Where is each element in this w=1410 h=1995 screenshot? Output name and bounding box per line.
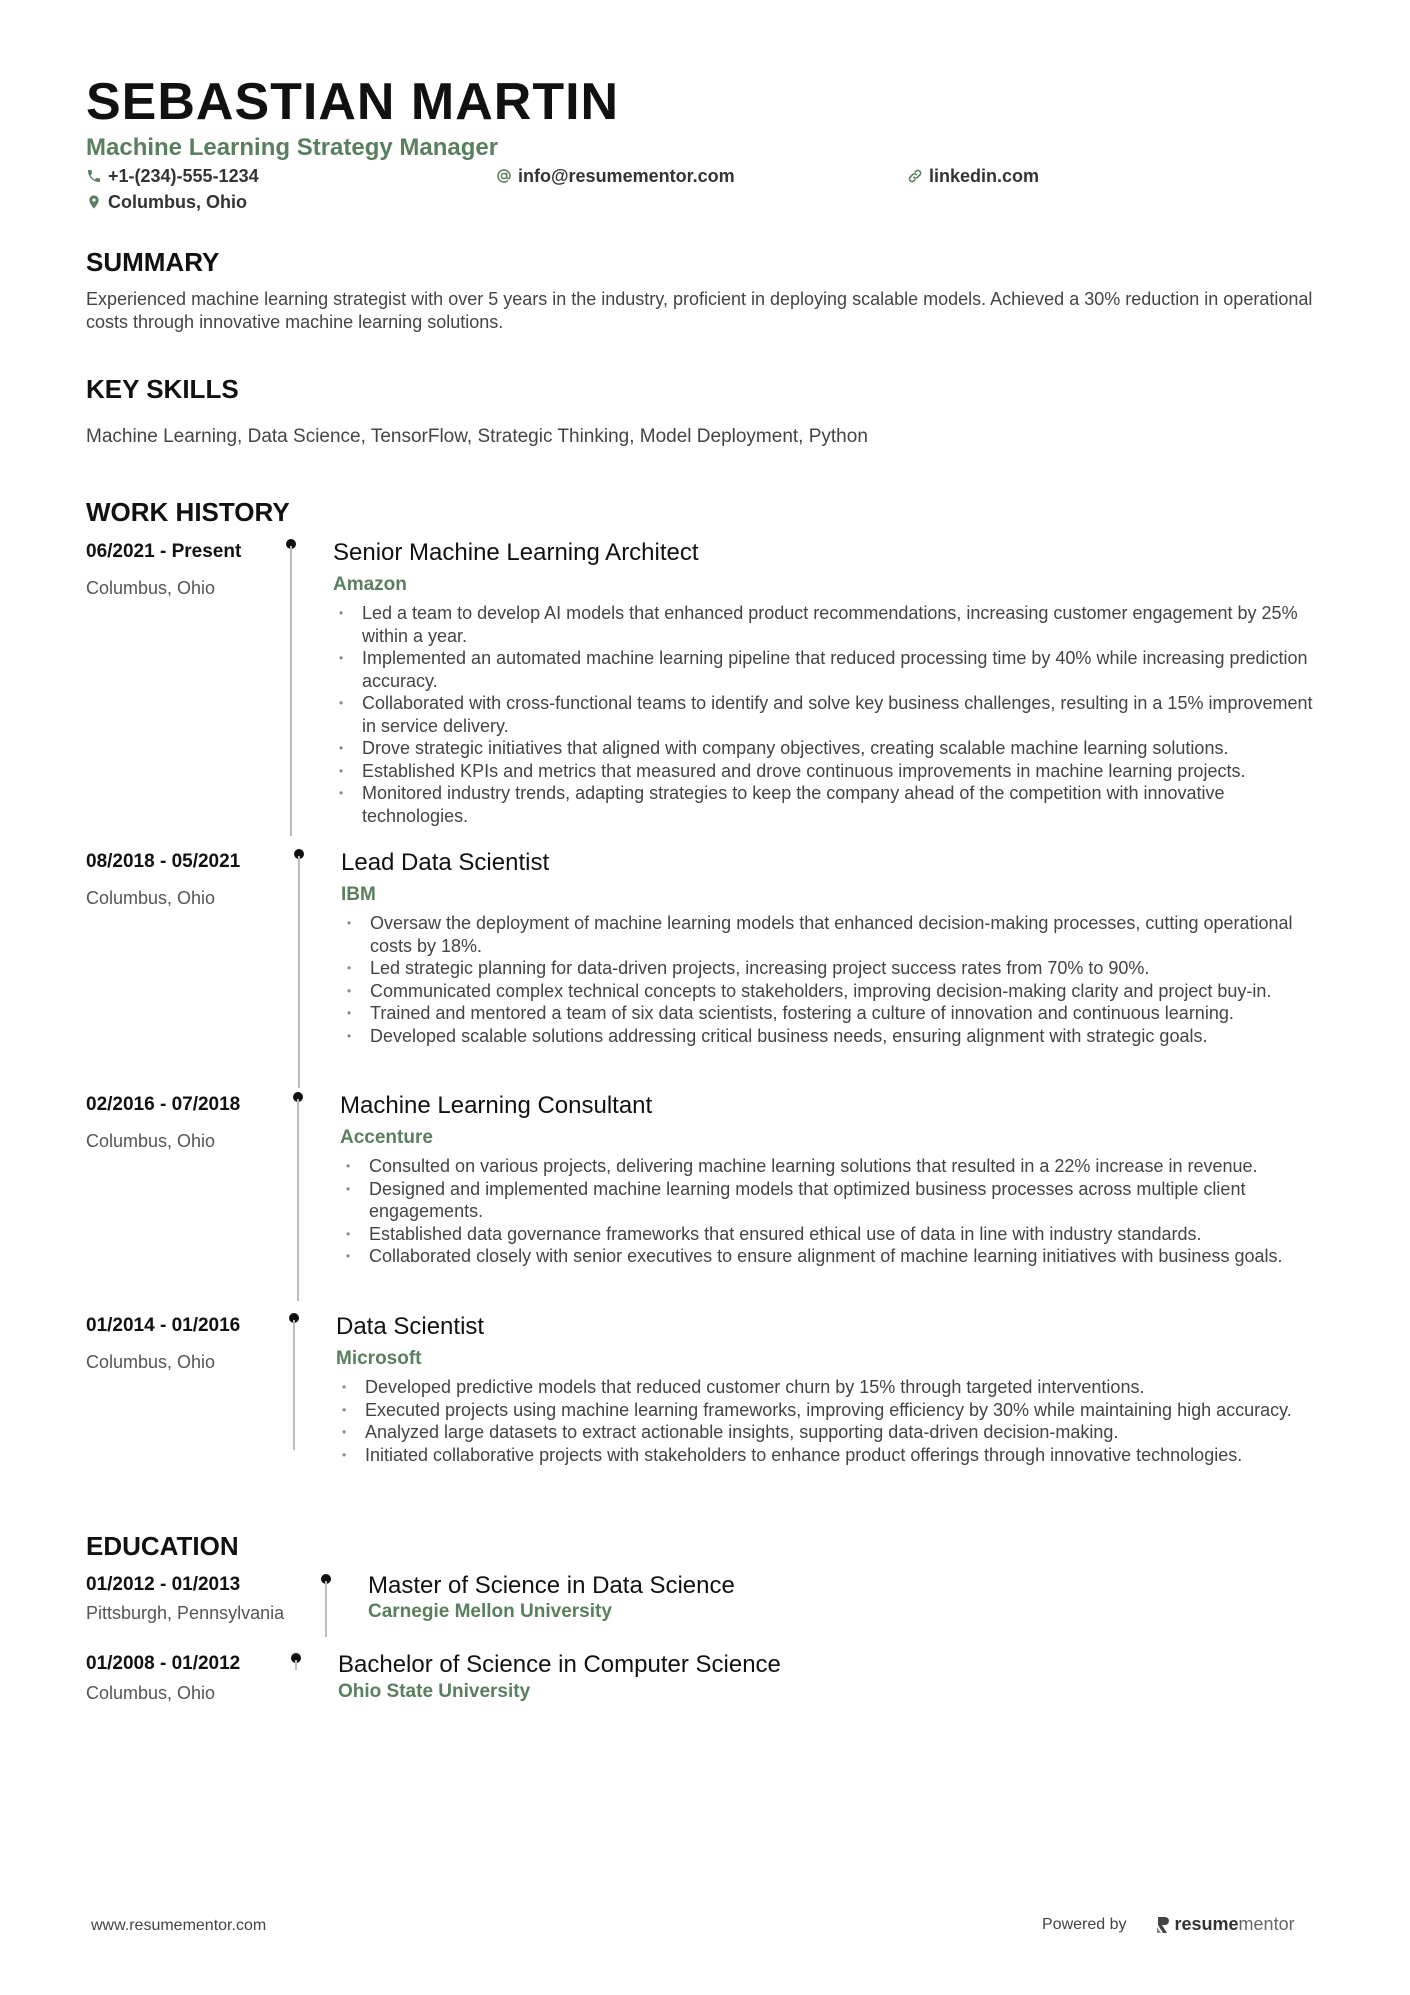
job-company: Microsoft (336, 1348, 422, 1369)
job-location: Columbus, Ohio (86, 1131, 216, 1151)
job-bullets (336, 1376, 1334, 1466)
job-bullet: • Analyzed large datasets to extract actionable insights, supporting data-driven decision-making. (336, 1421, 1334, 1444)
job-bullet: • Collaborated closely with senior executives to ensure alignment of machine learning initiatives with business goals. (340, 1245, 1332, 1268)
education-school: Carnegie Mellon University (368, 1601, 612, 1622)
job-company: IBM (341, 884, 376, 905)
job-bullet: • Established KPIs and metrics that measured and drove continuous improvements in machine learning projects. (333, 760, 1328, 783)
job-bullets (333, 602, 1328, 827)
education-location: Columbus, Ohio (86, 1683, 216, 1703)
timeline-line (290, 546, 292, 836)
job-location: Columbus, Ohio (86, 1352, 216, 1372)
education-degree: Master of Science in Data Science (368, 1572, 735, 1599)
job-role: Lead Data Scientist (341, 849, 550, 876)
job-bullet: • Trained and mentored a team of six data scientists, fostering a culture of innovation and continuous learning. (341, 1002, 1331, 1025)
job-bullet: • Collaborated with cross-functional teams to identify and solve key business challenges, resulting in a 15% improvement in service delivery. (333, 692, 1328, 737)
contact-linkedin[interactable] (907, 164, 1039, 188)
job-bullet: • Developed predictive models that reduced customer churn by 15% through targeted interventions. (336, 1376, 1334, 1399)
education-degree: Bachelor of Science in Computer Science (338, 1651, 781, 1678)
job-dates: 08/2018 - 05/2021 (86, 851, 241, 872)
job-bullet: • Communicated complex technical concepts to stakeholders, improving decision-making clarity and project buy-in. (341, 980, 1331, 1003)
link-icon (907, 168, 923, 184)
skills-text: Machine Learning, Data Science, TensorFlow, Strategic Thinking, Model Deployment, Python (86, 426, 868, 447)
summary-heading: SUMMARY (86, 247, 220, 277)
education-location: Pittsburgh, Pennsylvania (86, 1603, 285, 1623)
brand-name-part2: mentor (1238, 1914, 1295, 1934)
education-dates: 01/2008 - 01/2012 (86, 1653, 241, 1674)
job-dates: 01/2014 - 01/2016 (86, 1315, 241, 1336)
education-school: Ohio State University (338, 1681, 531, 1702)
at-icon (496, 168, 512, 184)
contact-phone (86, 164, 259, 188)
job-bullet: • Consulted on various projects, delivering machine learning solutions that resulted in a 22% increase in revenue. (340, 1155, 1332, 1178)
phone-icon (86, 168, 102, 184)
skills-heading: KEY SKILLS (86, 374, 239, 404)
timeline-line (325, 1581, 327, 1637)
contact-location (86, 190, 247, 214)
job-role: Senior Machine Learning Architect (333, 539, 699, 566)
candidate-name: SEBASTIAN MARTIN (86, 73, 620, 131)
job-dates: 06/2021 - Present (86, 541, 242, 562)
candidate-title: Machine Learning Strategy Manager (86, 134, 499, 161)
contact-email[interactable] (496, 164, 735, 188)
work-history-heading: WORK HISTORY (86, 497, 290, 527)
education-heading: EDUCATION (86, 1531, 239, 1561)
timeline-line (293, 1320, 295, 1450)
timeline-line (297, 1099, 299, 1301)
education-dates: 01/2012 - 01/2013 (86, 1574, 241, 1595)
job-dates: 02/2016 - 07/2018 (86, 1094, 241, 1115)
job-bullet: • Initiated collaborative projects with stakeholders to enhance product offerings through innovative technologies. (336, 1444, 1334, 1467)
job-bullet: • Developed scalable solutions addressing critical business needs, ensuring alignment with strategic goals. (341, 1025, 1331, 1048)
job-role: Data Scientist (336, 1313, 485, 1340)
job-role: Machine Learning Consultant (340, 1092, 653, 1119)
location-pin-icon (86, 194, 102, 210)
summary-text: Experienced machine learning strategist with over 5 years in the industry, proficient in deploying scalable models. Achieved a 30% reduction in operational costs through innovative machine learning solutions. (86, 289, 1313, 332)
job-company: Accenture (340, 1127, 433, 1148)
footer-website[interactable]: www.resumementor.com (91, 1917, 267, 1934)
job-company: Amazon (333, 574, 407, 595)
job-bullet: • Led strategic planning for data-driven projects, increasing project success rates from 70% to 90%. (341, 957, 1331, 980)
job-location: Columbus, Ohio (86, 888, 216, 908)
job-bullet: • Drove strategic initiatives that aligned with company objectives, creating scalable machine learning solutions. (333, 737, 1328, 760)
powered-by-text: Powered by (1042, 1915, 1127, 1933)
resumementor-logo-icon (1155, 1915, 1171, 1935)
brand-name-part1: resume (1174, 1914, 1239, 1934)
timeline-line (295, 1660, 297, 1670)
job-bullet: • Designed and implemented machine learning models that optimized business processes across multiple client engagements. (340, 1178, 1332, 1223)
job-bullets (341, 912, 1331, 1047)
email-text: info@resumementor.com (518, 166, 735, 186)
linkedin-text: linkedin.com (929, 166, 1040, 186)
location-text: Columbus, Ohio (108, 192, 247, 212)
job-bullet: • Led a team to develop AI models that enhanced product recommendations, increasing customer engagement by 25% within a year. (333, 602, 1328, 647)
job-location: Columbus, Ohio (86, 578, 216, 598)
footer-powered-by (1042, 1914, 1295, 1935)
job-bullet: • Established data governance frameworks that ensured ethical use of data in line with industry standards. (340, 1223, 1332, 1246)
job-bullet: • Implemented an automated machine learning pipeline that reduced processing time by 40% while increasing prediction accuracy. (333, 647, 1328, 692)
job-bullet: • Oversaw the deployment of machine learning models that enhanced decision-making processes, cutting operational costs by 18%. (341, 912, 1331, 957)
resumementor-brand[interactable] (1155, 1914, 1295, 1935)
job-bullet: • Monitored industry trends, adapting strategies to keep the company ahead of the competition with innovative technologies. (333, 782, 1328, 827)
phone-text: +1-(234)-555-1234 (108, 166, 259, 186)
timeline-line (298, 856, 300, 1088)
job-bullet: • Executed projects using machine learning frameworks, improving efficiency by 30% while maintaining high accuracy. (336, 1399, 1334, 1422)
job-bullets (340, 1155, 1332, 1268)
